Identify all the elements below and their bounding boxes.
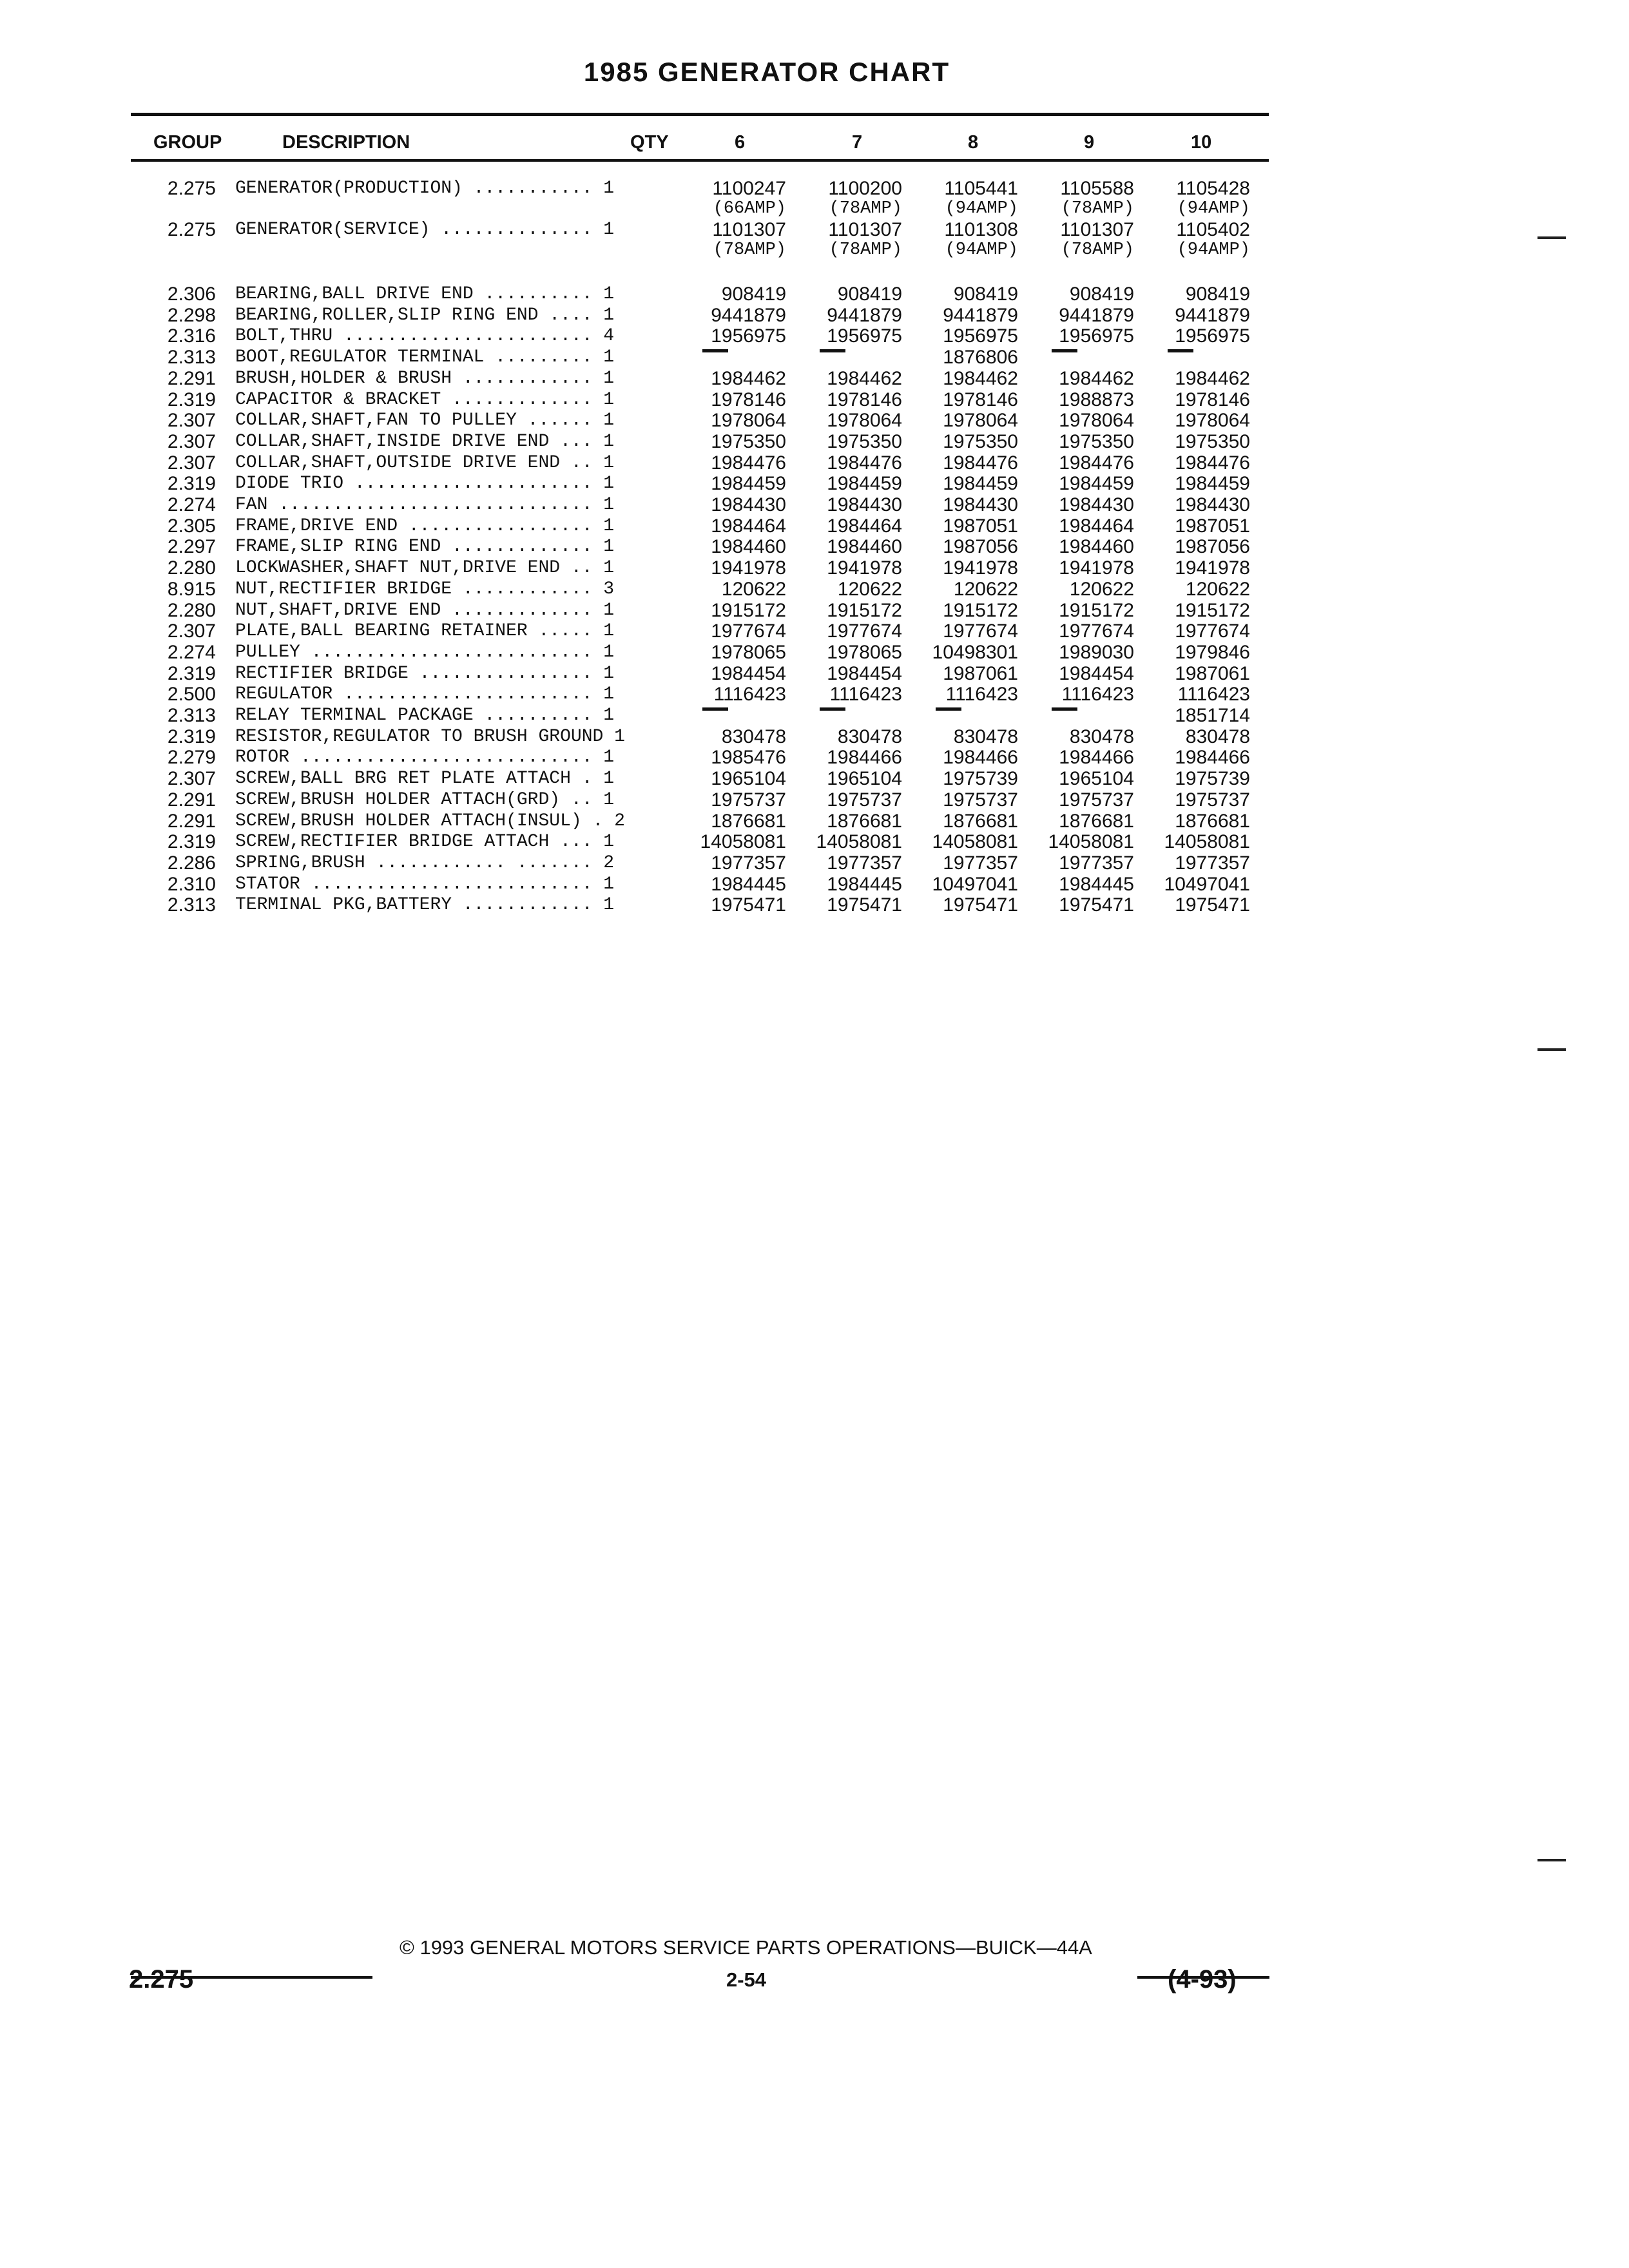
row-group: 2.306 <box>167 284 216 305</box>
row-value-c8: 1984476 <box>943 452 1018 474</box>
row-description: FRAME,SLIP RING END ............. 1 <box>235 537 615 557</box>
row-description: REGULATOR ....................... 1 <box>235 684 615 705</box>
row-value-c9: 1984430 <box>1059 494 1134 515</box>
row-value-c8: 1984459 <box>943 473 1018 495</box>
table-row <box>0 726 1629 747</box>
row-value-c10: 1975737 <box>1175 789 1250 811</box>
row-value-c6: 1978065 <box>711 641 786 663</box>
table-row <box>0 389 1629 410</box>
row-group: 2.316 <box>167 325 216 347</box>
footer-date-code: (4-93) <box>1168 1965 1237 1994</box>
table-row <box>0 579 1629 600</box>
row-description: PULLEY .......................... 1 <box>235 642 615 662</box>
row-value-none <box>820 707 845 711</box>
row-value-c6: (66AMP) <box>713 199 786 218</box>
table-row <box>0 494 1629 515</box>
row-value-c8: 1941978 <box>943 557 1018 579</box>
table-row <box>0 811 1629 832</box>
row-value-c10: 1979846 <box>1175 641 1250 663</box>
table-row <box>0 789 1629 811</box>
row-description: RECTIFIER BRIDGE ................ 1 <box>235 663 615 684</box>
row-value-c7: 1984462 <box>827 367 902 389</box>
row-value-c10: 830478 <box>1185 726 1250 747</box>
row-value-c7: 1984466 <box>827 747 902 769</box>
row-value-c7: 1984445 <box>827 873 902 895</box>
row-value-c6: 1975350 <box>711 430 786 452</box>
row-description: GENERATOR(SERVICE) .............. 1 <box>235 220 615 240</box>
row-value-c9: 1915172 <box>1059 599 1134 621</box>
row-description: GENERATOR(PRODUCTION) ........... 1 <box>235 178 615 198</box>
row-value-c8: (94AMP) <box>945 199 1018 218</box>
row-value-c7: 1965104 <box>827 768 902 790</box>
row-value-c9: 120622 <box>1069 578 1134 600</box>
row-value-c6: 1978064 <box>711 410 786 432</box>
row-value-c10: 1978064 <box>1175 410 1250 432</box>
row-value-c6: 1985476 <box>711 747 786 769</box>
row-description: SCREW,RECTIFIER BRIDGE ATTACH ... 1 <box>235 832 615 852</box>
row-value-c7: 830478 <box>837 726 902 747</box>
row-group: 2.319 <box>167 389 216 410</box>
row-value-c7: 1876681 <box>827 810 902 832</box>
row-group: 2.319 <box>167 662 216 684</box>
row-value-c10: (94AMP) <box>1177 240 1250 260</box>
row-value-c8: 10498301 <box>932 641 1018 663</box>
row-value-c8: 10497041 <box>932 873 1018 895</box>
row-description: LOCKWASHER,SHAFT NUT,DRIVE END .. 1 <box>235 558 615 579</box>
row-description: RESISTOR,REGULATOR TO BRUSH GROUND 1 <box>235 726 625 747</box>
row-value-c10: 1984466 <box>1175 747 1250 769</box>
row-value-c9: 1977674 <box>1059 620 1134 642</box>
row-value-c8: 1975739 <box>943 768 1018 790</box>
row-value-c8: 1975737 <box>943 789 1018 811</box>
row-group: 2.275 <box>167 178 216 199</box>
row-value-c10: 1987061 <box>1175 662 1250 684</box>
row-value-c10: 1975739 <box>1175 768 1250 790</box>
row-value-c10: 1975471 <box>1175 894 1250 916</box>
row-value-none <box>1052 349 1077 352</box>
row-value-c9: 1984454 <box>1059 662 1134 684</box>
row-value-c8: 1116423 <box>945 684 1018 706</box>
table-row <box>0 620 1629 642</box>
row-value-c9: (78AMP) <box>1061 199 1134 218</box>
row-value-c8: 1984466 <box>943 747 1018 769</box>
row-value-c7: 1977357 <box>827 852 902 874</box>
table-row <box>0 747 1629 768</box>
row-value-c9: 1975350 <box>1059 430 1134 452</box>
col-header-qty: QTY <box>630 132 669 153</box>
row-value-c9: 1941978 <box>1059 557 1134 579</box>
row-value-c7: 1101307 <box>828 219 902 240</box>
row-value-c6: 1984464 <box>711 515 786 537</box>
row-value-c7: 9441879 <box>827 304 902 326</box>
row-description: FAN ............................. 1 <box>235 495 615 515</box>
row-value-c10: 14058081 <box>1164 831 1250 853</box>
table-row <box>0 852 1629 874</box>
row-group: 2.313 <box>167 705 216 726</box>
row-value-c6: (78AMP) <box>713 240 786 260</box>
row-value-c9: 1975737 <box>1059 789 1134 811</box>
row-value-c7: (78AMP) <box>829 240 902 260</box>
row-value-c8: 1876806 <box>943 347 1018 369</box>
row-value-c6: 1116423 <box>713 684 786 706</box>
footer-page-number: 2-54 <box>726 1968 767 1991</box>
row-value-c8: 1975350 <box>943 430 1018 452</box>
row-value-c8: 1984430 <box>943 494 1018 515</box>
row-group: 2.307 <box>167 620 216 642</box>
row-description: BOLT,THRU ....................... 4 <box>235 326 615 347</box>
row-group: 2.305 <box>167 515 216 537</box>
row-value-c6: 1984445 <box>711 873 786 895</box>
row-description: COLLAR,SHAFT,INSIDE DRIVE END ... 1 <box>235 431 615 452</box>
row-value-c6: 1984460 <box>711 536 786 558</box>
row-value-c10: 1941978 <box>1175 557 1250 579</box>
row-value-c7: (78AMP) <box>829 199 902 218</box>
row-value-c8: 1915172 <box>943 599 1018 621</box>
table-row <box>0 536 1629 557</box>
row-value-none <box>702 349 728 352</box>
row-value-c6: 1984476 <box>711 452 786 474</box>
row-value-c6: 1984459 <box>711 473 786 495</box>
row-value-c10: 1984459 <box>1175 473 1250 495</box>
row-value-c7: 1978065 <box>827 641 902 663</box>
row-value-c8: 1984462 <box>943 367 1018 389</box>
row-description: BRUSH,HOLDER & BRUSH ............ 1 <box>235 368 615 389</box>
row-value-none <box>1168 349 1193 352</box>
row-description: DIODE TRIO ...................... 1 <box>235 474 615 494</box>
row-value-c6: 1100247 <box>712 178 786 199</box>
row-value-c6: 1984454 <box>711 662 786 684</box>
row-description: SCREW,BRUSH HOLDER ATTACH(GRD) .. 1 <box>235 789 615 810</box>
row-value-c9: 1984464 <box>1059 515 1134 537</box>
row-description: COLLAR,SHAFT,OUTSIDE DRIVE END .. 1 <box>235 452 615 473</box>
row-value-c6: 1965104 <box>711 768 786 790</box>
row-description: BOOT,REGULATOR TERMINAL ......... 1 <box>235 347 615 368</box>
row-value-c7: 1941978 <box>827 557 902 579</box>
table-row <box>0 219 1629 240</box>
row-value-c10: 9441879 <box>1175 304 1250 326</box>
row-value-none <box>1052 707 1077 711</box>
row-group: 2.310 <box>167 873 216 895</box>
row-value-c7: 1984459 <box>827 473 902 495</box>
table-row <box>0 894 1629 916</box>
row-description: COLLAR,SHAFT,FAN TO PULLEY ...... 1 <box>235 410 615 431</box>
row-value-c9: 1105588 <box>1060 178 1134 199</box>
row-value-c10: 1956975 <box>1175 325 1250 347</box>
row-group: 2.307 <box>167 410 216 432</box>
page-edge-mark <box>1537 1048 1566 1051</box>
row-value-c7: 1984476 <box>827 452 902 474</box>
row-group: 2.291 <box>167 810 216 832</box>
table-row <box>0 325 1629 347</box>
row-value-c8: 1101308 <box>944 219 1018 240</box>
row-value-none <box>936 707 961 711</box>
row-value-c7: 1978146 <box>827 389 902 410</box>
row-description: ROTOR ........................... 1 <box>235 747 615 768</box>
row-value-c8: 1978146 <box>943 389 1018 410</box>
row-value-c9: 1101307 <box>1060 219 1134 240</box>
row-value-c10: 1977674 <box>1175 620 1250 642</box>
table-row <box>0 557 1629 579</box>
row-value-c6: 908419 <box>721 284 786 305</box>
row-group: 2.313 <box>167 894 216 916</box>
row-description: RELAY TERMINAL PACKAGE .......... 1 <box>235 706 615 726</box>
row-value-c9: (78AMP) <box>1061 240 1134 260</box>
row-value-c10: 1977357 <box>1175 852 1250 874</box>
row-value-c9: 1116423 <box>1061 684 1134 706</box>
col-header-10: 10 <box>1191 132 1212 153</box>
row-value-c7: 1977674 <box>827 620 902 642</box>
col-header-description: DESCRIPTION <box>282 132 410 153</box>
row-value-c8: 1978064 <box>943 410 1018 432</box>
row-group: 2.313 <box>167 347 216 369</box>
table-row <box>0 684 1629 705</box>
row-group: 2.279 <box>167 747 216 769</box>
row-value-c10: 1915172 <box>1175 599 1250 621</box>
row-value-c10: 1975350 <box>1175 430 1250 452</box>
row-value-c9: 1984445 <box>1059 873 1134 895</box>
page-title: 1985 GENERATOR CHART <box>583 57 950 87</box>
row-value-c7: 1978064 <box>827 410 902 432</box>
row-value-c10: 908419 <box>1185 284 1250 305</box>
row-value-c6: 1975737 <box>711 789 786 811</box>
row-value-c7: 1984460 <box>827 536 902 558</box>
row-description: TERMINAL PKG,BATTERY ............ 1 <box>235 895 615 916</box>
row-value-none <box>820 349 845 352</box>
table-row <box>0 515 1629 537</box>
row-value-c7: 1984464 <box>827 515 902 537</box>
row-value-c10: 1851714 <box>1175 705 1250 726</box>
row-group: 2.319 <box>167 473 216 495</box>
table-row <box>0 240 1629 261</box>
col-header-8: 8 <box>968 132 979 153</box>
table-row <box>0 284 1629 305</box>
table-row <box>0 642 1629 663</box>
row-value-c6: 1977674 <box>711 620 786 642</box>
table-row <box>0 410 1629 431</box>
col-header-9: 9 <box>1084 132 1095 153</box>
row-value-c9: 1984462 <box>1059 367 1134 389</box>
row-value-c7: 1915172 <box>827 599 902 621</box>
col-header-group: GROUP <box>153 132 222 153</box>
row-description: STATOR .......................... 1 <box>235 874 615 894</box>
row-value-c10: 10497041 <box>1164 873 1250 895</box>
row-value-c9: 1984460 <box>1059 536 1134 558</box>
row-value-c8: 1987061 <box>943 662 1018 684</box>
row-value-c6: 1941978 <box>711 557 786 579</box>
row-value-c9: 1984476 <box>1059 452 1134 474</box>
row-value-c8: 1105441 <box>944 178 1018 199</box>
row-group: 2.291 <box>167 789 216 811</box>
row-value-c6: 1101307 <box>712 219 786 240</box>
row-group: 8.915 <box>167 578 216 600</box>
row-value-c8: 908419 <box>953 284 1018 305</box>
row-group: 2.298 <box>167 304 216 326</box>
row-value-c9: 908419 <box>1069 284 1134 305</box>
row-value-c10: (94AMP) <box>1177 199 1250 218</box>
table-row <box>0 768 1629 789</box>
row-description: CAPACITOR & BRACKET ............. 1 <box>235 389 615 410</box>
row-value-c7: 1975737 <box>827 789 902 811</box>
row-value-c9: 1988873 <box>1059 389 1134 410</box>
row-value-c9: 830478 <box>1069 726 1134 747</box>
row-value-c7: 14058081 <box>816 831 902 853</box>
row-value-c6: 9441879 <box>711 304 786 326</box>
page-edge-mark <box>1537 1859 1566 1861</box>
row-value-c8: 1977674 <box>943 620 1018 642</box>
row-value-c6: 830478 <box>721 726 786 747</box>
row-value-c8: 1956975 <box>943 325 1018 347</box>
table-row <box>0 178 1629 199</box>
row-value-c6: 1978146 <box>711 389 786 410</box>
row-value-c8: 1876681 <box>943 810 1018 832</box>
table-row <box>0 305 1629 326</box>
row-group: 2.500 <box>167 684 216 706</box>
row-value-c9: 1956975 <box>1059 325 1134 347</box>
footer-copyright: © 1993 GENERAL MOTORS SERVICE PARTS OPERATIONS—BUICK—44A <box>400 1936 1092 1959</box>
row-group: 2.280 <box>167 557 216 579</box>
row-value-c9: 1984459 <box>1059 473 1134 495</box>
row-group: 2.307 <box>167 430 216 452</box>
row-value-c10: 120622 <box>1185 578 1250 600</box>
col-header-6: 6 <box>735 132 746 153</box>
table-row <box>0 431 1629 452</box>
row-value-c7: 1116423 <box>829 684 902 706</box>
row-value-c9: 1977357 <box>1059 852 1134 874</box>
page-edge-mark <box>1537 236 1566 239</box>
row-value-c9: 14058081 <box>1048 831 1134 853</box>
row-description: SCREW,BRUSH HOLDER ATTACH(INSUL) . 2 <box>235 811 625 831</box>
row-value-none <box>702 707 728 711</box>
row-value-c7: 1100200 <box>828 178 902 199</box>
row-value-c10: 1978146 <box>1175 389 1250 410</box>
row-value-c9: 9441879 <box>1059 304 1134 326</box>
row-value-c9: 1978064 <box>1059 410 1134 432</box>
row-value-c6: 120622 <box>721 578 786 600</box>
row-value-c10: 1116423 <box>1177 684 1250 706</box>
row-value-c9: 1975471 <box>1059 894 1134 916</box>
row-value-c10: 1987051 <box>1175 515 1250 537</box>
row-value-c8: 1977357 <box>943 852 1018 874</box>
row-value-c6: 1984430 <box>711 494 786 515</box>
row-value-c7: 908419 <box>837 284 902 305</box>
row-group: 2.274 <box>167 641 216 663</box>
row-value-c8: 830478 <box>953 726 1018 747</box>
row-value-c6: 14058081 <box>700 831 786 853</box>
row-group: 2.307 <box>167 768 216 790</box>
table-row <box>0 473 1629 494</box>
row-description: PLATE,BALL BEARING RETAINER ..... 1 <box>235 621 615 642</box>
table-row <box>0 705 1629 726</box>
row-value-c9: 1876681 <box>1059 810 1134 832</box>
row-value-c7: 120622 <box>837 578 902 600</box>
table-row <box>0 452 1629 474</box>
row-value-c6: 1956975 <box>711 325 786 347</box>
table-row <box>0 600 1629 621</box>
table-row <box>0 347 1629 368</box>
row-value-c7: 1956975 <box>827 325 902 347</box>
row-value-c10: 1105402 <box>1176 219 1250 240</box>
row-value-c8: 1987056 <box>943 536 1018 558</box>
row-value-c8: 1975471 <box>943 894 1018 916</box>
col-header-7: 7 <box>852 132 863 153</box>
row-group: 2.280 <box>167 599 216 621</box>
table-row <box>0 663 1629 684</box>
row-value-c10: 1876681 <box>1175 810 1250 832</box>
row-value-c10: 1984462 <box>1175 367 1250 389</box>
row-value-c6: 1984462 <box>711 367 786 389</box>
table-row <box>0 874 1629 895</box>
row-value-c9: 1984466 <box>1059 747 1134 769</box>
row-value-c6: 1915172 <box>711 599 786 621</box>
row-group: 2.274 <box>167 494 216 515</box>
row-group: 2.319 <box>167 831 216 853</box>
row-value-c9: 1965104 <box>1059 768 1134 790</box>
table-row <box>0 831 1629 852</box>
row-value-c9: 1989030 <box>1059 641 1134 663</box>
row-value-c10: 1105428 <box>1176 178 1250 199</box>
table-row <box>0 198 1629 220</box>
row-value-c7: 1975350 <box>827 430 902 452</box>
row-value-c8: (94AMP) <box>945 240 1018 260</box>
row-group: 2.286 <box>167 852 216 874</box>
row-description: SCREW,BALL BRG RET PLATE ATTACH . 1 <box>235 769 615 789</box>
row-value-c10: 1984476 <box>1175 452 1250 474</box>
row-group: 2.297 <box>167 536 216 558</box>
row-description: BEARING,ROLLER,SLIP RING END .... 1 <box>235 305 615 325</box>
row-value-c10: 1987056 <box>1175 536 1250 558</box>
row-description: NUT,SHAFT,DRIVE END ............. 1 <box>235 600 615 620</box>
row-value-c10: 1984430 <box>1175 494 1250 515</box>
row-description: SPRING,BRUSH ............ ....... 2 <box>235 852 615 873</box>
row-value-c7: 1975471 <box>827 894 902 916</box>
row-group: 2.319 <box>167 726 216 747</box>
row-value-c6: 1977357 <box>711 852 786 874</box>
row-description: NUT,RECTIFIER BRIDGE ............ 3 <box>235 579 615 599</box>
row-value-c8: 14058081 <box>932 831 1018 853</box>
row-value-c7: 1984454 <box>827 662 902 684</box>
row-value-c7: 1984430 <box>827 494 902 515</box>
row-group: 2.307 <box>167 452 216 474</box>
row-description: BEARING,BALL DRIVE END .......... 1 <box>235 284 615 304</box>
row-group: 2.291 <box>167 367 216 389</box>
row-value-c6: 1876681 <box>711 810 786 832</box>
row-group: 2.275 <box>167 219 216 240</box>
row-value-c8: 120622 <box>953 578 1018 600</box>
row-description: FRAME,DRIVE END ................. 1 <box>235 515 615 536</box>
footer-section-number: 2.275 <box>129 1965 194 1994</box>
row-value-c8: 9441879 <box>943 304 1018 326</box>
row-value-c6: 1975471 <box>711 894 786 916</box>
table-row <box>0 368 1629 389</box>
row-value-c8: 1987051 <box>943 515 1018 537</box>
